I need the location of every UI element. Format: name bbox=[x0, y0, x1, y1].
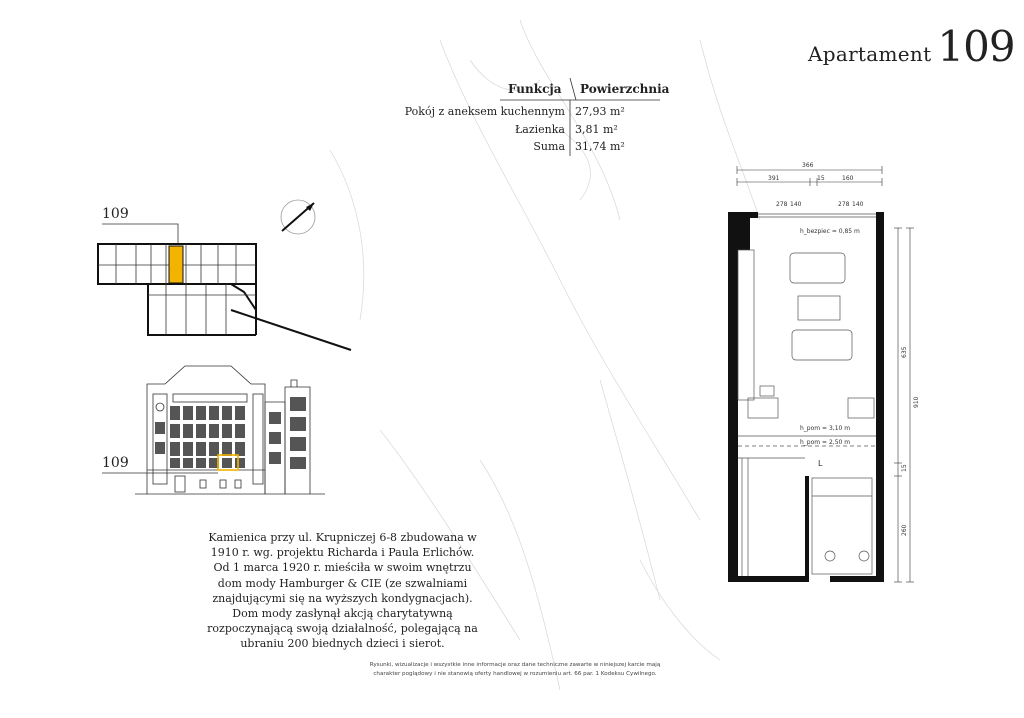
elevation-unit-label: 109 bbox=[102, 455, 129, 471]
key-floor-plan bbox=[96, 240, 361, 355]
dim-top-left: 391 bbox=[768, 175, 780, 182]
row-label-bathroom: Łazienka bbox=[514, 123, 565, 136]
dim-right-total: 910 bbox=[913, 396, 920, 408]
floorplan-unit-label: 109 bbox=[102, 206, 129, 222]
header-area: Powierzchnia bbox=[580, 82, 670, 96]
highlighted-unit bbox=[169, 246, 183, 283]
building-description: Kamienica przy ul. Krupniczej 6-8 zbudowana w 1910 r. wg. projektu Richarda i Paula Erlichów. Od 1 marca 1920 r. mieściła w swoim wnętrzu dom mody Hamburger & CIE (ze szwalniami znajdującymi się na wyższych kondygnacjach). Dom mody zasłynął akcją charytatywną rozpoczynającą swoją działalność, polegającą na ubraniu 200 biednych dzieci i sierot. bbox=[207, 531, 478, 651]
row-value-room: 27,93 m² bbox=[575, 105, 625, 118]
bathroom-mark: L bbox=[818, 459, 823, 468]
dim-window-right-b: 140 bbox=[852, 201, 864, 208]
facade-elevation bbox=[135, 362, 325, 498]
compass-icon bbox=[276, 197, 320, 237]
legal-disclaimer: Rysunki, wizualizacje i wszystkie inne informacje oraz dane techniczne zawarte w niniejszej karcie mają charakter poglądowy i nie stanowią oferty handlowej w rozumieniu art. 66 par. 1 Kodeksu Cywilnego. bbox=[369, 662, 661, 677]
dim-window-right-a: 278 bbox=[838, 201, 850, 208]
dim-right-mid: 15 bbox=[901, 464, 908, 472]
height-window-label: h_bezpiec = 0,85 m bbox=[800, 228, 860, 235]
height-ceiling-b-label: h_pom = 2,50 m bbox=[800, 439, 851, 446]
height-ceiling-a-label: h_pom = 3,10 m bbox=[800, 425, 851, 432]
area-table bbox=[404, 78, 670, 156]
row-value-bathroom: 3,81 m² bbox=[575, 123, 618, 136]
unit-floor-plan bbox=[720, 158, 930, 588]
apartment-title bbox=[808, 22, 1015, 71]
dim-window-left-a: 278 bbox=[776, 201, 788, 208]
row-label-total: Suma bbox=[533, 140, 565, 153]
dim-top-right: 160 bbox=[842, 175, 854, 182]
dim-top-mid: 15 bbox=[817, 175, 825, 182]
dim-right-upper: 635 bbox=[901, 346, 908, 358]
dim-top-total: 366 bbox=[802, 162, 814, 169]
row-label-room: Pokój z aneksem kuchennym bbox=[404, 105, 565, 118]
header-function: Funkcja bbox=[508, 82, 562, 96]
apartment-number: 109 bbox=[937, 22, 1015, 71]
dim-window-left-b: 140 bbox=[790, 201, 802, 208]
dim-right-lower: 260 bbox=[901, 524, 908, 536]
row-value-total: 31,74 m² bbox=[575, 140, 625, 153]
apartment-title-word: Apartament bbox=[808, 42, 932, 66]
